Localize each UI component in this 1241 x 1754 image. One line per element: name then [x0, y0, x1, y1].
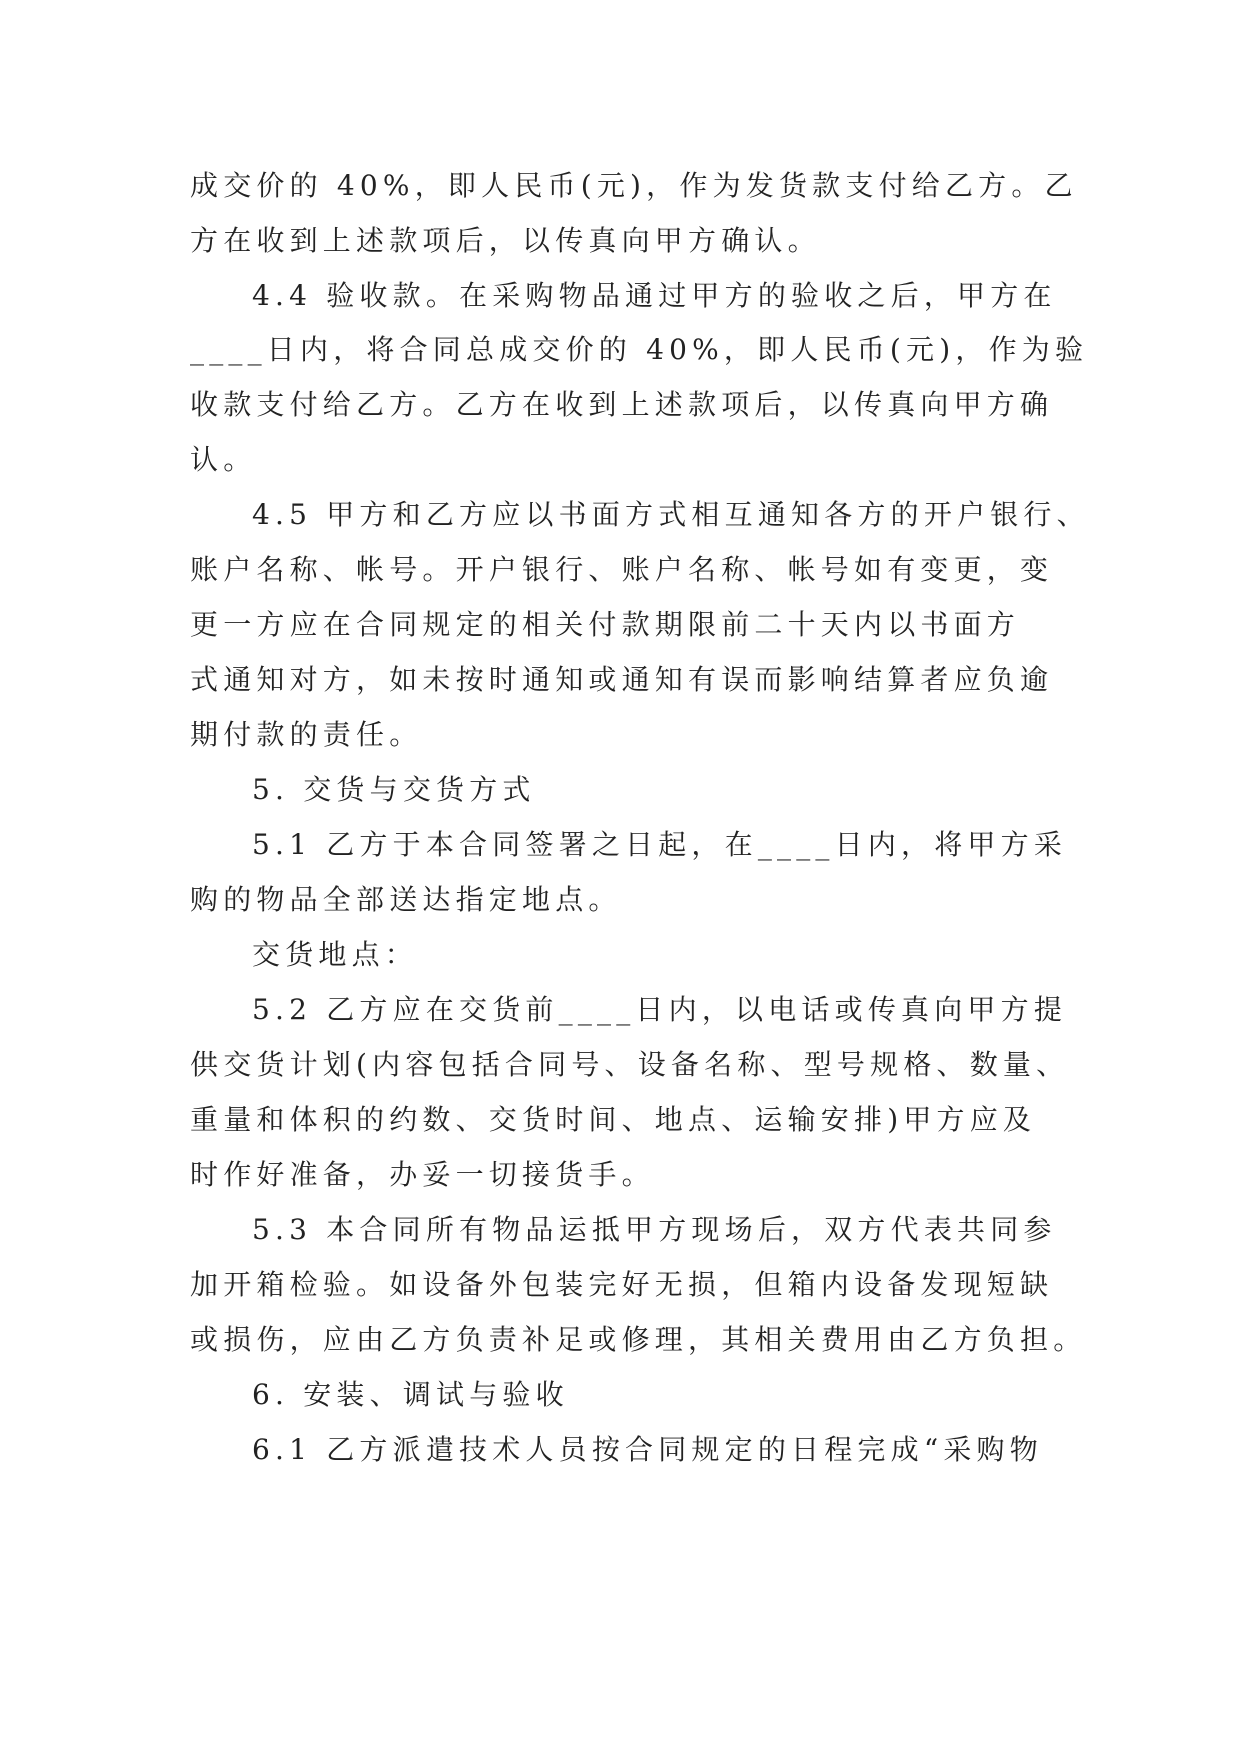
text-line: 5.3 本合同所有物品运抵甲方现场后，双方代表共同参	[252, 1213, 1057, 1246]
text-line: 5.2 乙方应在交货前____日内，以电话或传真向甲方提	[252, 993, 1068, 1026]
text-line: 账户名称、帐号。开户银行、账户名称、帐号如有变更，变	[190, 553, 1054, 586]
text-line: 交货地点：	[252, 938, 419, 971]
text-line: 时作好准备，办妥一切接货手。	[190, 1158, 655, 1191]
text-line: 成交价的 40%，即人民币(元)，作为发货款支付给乙方。乙	[190, 169, 1078, 202]
text-line: 式通知对方，如未按时通知或通知有误而影响结算者应负逾	[190, 663, 1054, 696]
text-line: 加开箱检验。如设备外包装完好无损，但箱内设备发现短缺	[190, 1268, 1054, 1301]
text-line: 期付款的责任。	[190, 718, 423, 751]
text-line: 收款支付给乙方。乙方在收到上述款项后，以传真向甲方确	[190, 388, 1054, 421]
text-line: 重量和体积的约数、交货时间、地点、运输安排)甲方应及	[190, 1103, 1037, 1136]
section-heading: 5. 交货与交货方式	[252, 773, 536, 806]
text-line: 供交货计划(内容包括合同号、设备名称、型号规格、数量、	[190, 1048, 1070, 1081]
text-line: 更一方应在合同规定的相关付款期限前二十天内以书面方	[190, 608, 1021, 641]
text-line: 4.5 甲方和乙方应以书面方式相互通知各方的开户银行、	[252, 498, 1090, 531]
text-line: 方在收到上述款项后，以传真向甲方确认。	[190, 224, 821, 257]
text-line: 5.1 乙方于本合同签署之日起，在____日内，将甲方采	[252, 828, 1068, 861]
text-line: 认。	[190, 443, 257, 476]
section-heading: 6. 安装、调试与验收	[252, 1378, 569, 1411]
text-line: 购的物品全部送达指定地点。	[190, 883, 622, 916]
text-line: 4.4 验收款。在采购物品通过甲方的验收之后，甲方在	[252, 279, 1057, 312]
text-line: 或损伤，应由乙方负责补足或修理，其相关费用由乙方负担。	[190, 1323, 1087, 1356]
text-line: ____日内，将合同总成交价的 40%，即人民币(元)，作为验	[190, 333, 1089, 366]
text-line: 6.1 乙方派遣技术人员按合同规定的日程完成“采购物	[252, 1433, 1043, 1466]
